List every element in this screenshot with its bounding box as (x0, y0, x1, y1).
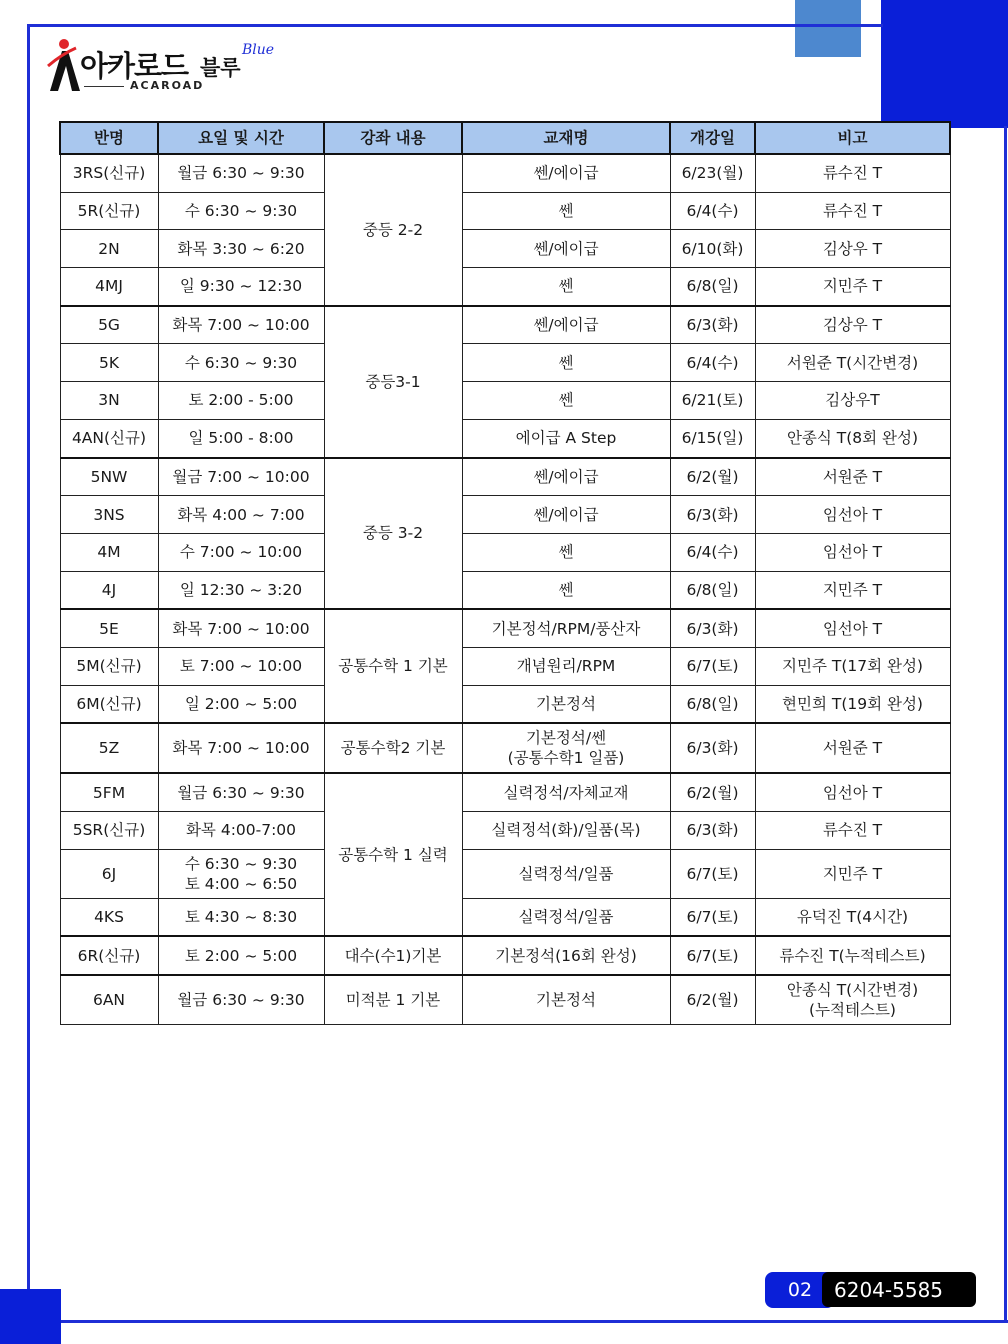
logo-title: 아카로드 (80, 49, 189, 83)
time-cell (158, 382, 324, 420)
course-cell: 공통수학 1 기본 (324, 609, 462, 723)
class-name-cell: 5FM (60, 773, 158, 811)
page-frame-bottom (27, 1320, 1008, 1323)
note-cell (755, 268, 950, 306)
note-cell (755, 306, 950, 344)
class-name-cell: 6AN (60, 975, 158, 1025)
note-cell (755, 571, 950, 609)
start-date-cell: 6/21(토) (670, 382, 755, 420)
time-cell (158, 571, 324, 609)
note-cell-line: 류수진 T (822, 202, 883, 221)
page-number: 02 (765, 1272, 835, 1308)
textbook-cell (462, 344, 670, 382)
header-cell: 비고 (755, 122, 950, 154)
textbook-cell (462, 773, 670, 811)
note-cell (755, 154, 950, 192)
table-row (60, 458, 950, 496)
note-cell-line: 현민희 T(19회 완성) (782, 694, 923, 713)
logo-accent: Blue (242, 42, 275, 58)
note-cell (755, 458, 950, 496)
class-name-cell: 3N (60, 382, 158, 420)
time-cell-line: 화목 7:00 ~ 10:00 (172, 316, 310, 335)
class-name-cell: 6R(신규) (60, 936, 158, 975)
time-cell-line: 화목 4:00-7:00 (185, 821, 297, 840)
time-cell-line: 토 7:00 ~ 10:00 (179, 657, 303, 676)
class-name-cell: 5M(신규) (60, 647, 158, 685)
start-date-cell: 6/7(토) (670, 849, 755, 898)
table-row (60, 685, 950, 723)
table-row (60, 898, 950, 936)
running-figure-icon (42, 36, 82, 94)
table-row (60, 192, 950, 230)
table-row (60, 571, 950, 609)
note-cell-line: 지민주 T (822, 580, 883, 599)
class-name-cell: 4AN(신규) (60, 419, 158, 457)
start-date-cell: 6/15(일) (670, 419, 755, 457)
header-cell: 강좌 내용 (324, 122, 462, 154)
start-date-cell: 6/8(일) (670, 571, 755, 609)
textbook-cell-line: 쎈 (558, 391, 574, 410)
note-cell (755, 936, 950, 975)
class-name-cell: 2N (60, 230, 158, 268)
note-cell-line: 지민주 T (822, 277, 883, 296)
time-cell (158, 533, 324, 571)
textbook-cell (462, 496, 670, 534)
time-cell (158, 898, 324, 936)
textbook-cell (462, 230, 670, 268)
time-cell-line: 일 9:30 ~ 12:30 (179, 277, 303, 296)
time-cell (158, 458, 324, 496)
textbook-cell (462, 571, 670, 609)
table-row (60, 647, 950, 685)
textbook-cell-line: 실력정석/자체교재 (503, 783, 629, 802)
table-row (60, 268, 950, 306)
course-cell: 공통수학2 기본 (324, 723, 462, 773)
page-frame-left (27, 24, 30, 1324)
table-row (60, 344, 950, 382)
time-cell (158, 647, 324, 685)
start-date-cell: 6/4(수) (670, 344, 755, 382)
time-cell-line: 월금 6:30 ~ 9:30 (177, 991, 305, 1010)
textbook-cell (462, 154, 670, 192)
textbook-cell (462, 975, 670, 1025)
table-row (60, 306, 950, 344)
note-cell-line: 임선아 T (822, 619, 883, 638)
page-frame-top (27, 24, 883, 27)
class-name-cell: 5Z (60, 723, 158, 773)
table-row (60, 419, 950, 457)
time-cell (158, 609, 324, 647)
header-cell: 개강일 (670, 122, 755, 154)
note-cell (755, 849, 950, 898)
class-name-cell: 5NW (60, 458, 158, 496)
textbook-cell (462, 849, 670, 898)
time-cell-line: 수 6:30 ~ 9:30 (184, 202, 298, 221)
start-date-cell: 6/8(일) (670, 268, 755, 306)
time-cell-line: 월금 6:30 ~ 9:30 (177, 164, 305, 183)
academy-logo (42, 32, 282, 96)
textbook-cell-line: 쎈 (558, 277, 574, 296)
time-cell (158, 773, 324, 811)
start-date-cell: 6/2(월) (670, 458, 755, 496)
time-cell-line: 월금 7:00 ~ 10:00 (172, 467, 310, 486)
note-cell-line: (누적테스트) (809, 1001, 896, 1020)
note-cell-line: 안종식 T(시간변경) (786, 981, 919, 1000)
note-cell (755, 382, 950, 420)
time-cell-line: 화목 4:00 ~ 7:00 (177, 505, 305, 524)
time-cell-line: 토 4:00 ~ 6:50 (184, 874, 298, 893)
table-row (60, 609, 950, 647)
start-date-cell: 6/7(토) (670, 936, 755, 975)
table-row (60, 849, 950, 898)
class-name-cell: 5K (60, 344, 158, 382)
class-name-cell: 6M(신규) (60, 685, 158, 723)
table-row (60, 533, 950, 571)
note-cell-line: 임선아 T (822, 543, 883, 562)
start-date-cell: 6/4(수) (670, 533, 755, 571)
class-name-cell: 3RS(신규) (60, 154, 158, 192)
note-cell (755, 230, 950, 268)
note-cell (755, 533, 950, 571)
textbook-cell-line: 기본정석/RPM/풍산자 (491, 619, 641, 638)
time-cell (158, 192, 324, 230)
textbook-cell-line: 기본정석/쎈 (525, 729, 607, 748)
time-cell (158, 344, 324, 382)
class-name-cell: 6J (60, 849, 158, 898)
note-cell (755, 975, 950, 1025)
textbook-cell (462, 419, 670, 457)
time-cell (158, 812, 324, 850)
textbook-cell (462, 268, 670, 306)
course-cell: 공통수학 1 실력 (324, 773, 462, 936)
note-cell-line: 서원준 T(시간변경) (786, 353, 919, 372)
header-cell: 반명 (60, 122, 158, 154)
start-date-cell: 6/2(월) (670, 975, 755, 1025)
course-cell: 중등3-1 (324, 306, 462, 458)
time-cell-line: 일 12:30 ~ 3:20 (179, 580, 303, 599)
time-cell-line: 월금 6:30 ~ 9:30 (177, 783, 305, 802)
time-cell (158, 154, 324, 192)
start-date-cell: 6/23(월) (670, 154, 755, 192)
textbook-cell-line: 쎈/에이급 (533, 164, 599, 183)
note-cell-line: 서원준 T (822, 467, 883, 486)
textbook-cell-line: 실력정석/일품 (518, 908, 614, 927)
textbook-cell-line: 쎈 (558, 202, 574, 221)
time-cell (158, 268, 324, 306)
textbook-cell-line: 기본정석 (536, 694, 596, 713)
header-cell: 요일 및 시간 (158, 122, 324, 154)
class-name-cell: 5SR(신규) (60, 812, 158, 850)
textbook-cell-line: (공통수학1 일품) (507, 749, 625, 768)
time-cell-line: 수 6:30 ~ 9:30 (184, 854, 298, 873)
logo-subtitle: 블루 (200, 56, 241, 80)
textbook-cell-line: 기본정석 (536, 991, 596, 1010)
note-cell-line: 안종식 T(8회 완성) (786, 429, 919, 448)
note-cell (755, 419, 950, 457)
textbook-cell-line: 실력정석(화)/일품(목) (491, 821, 641, 840)
note-cell (755, 496, 950, 534)
class-name-cell: 5G (60, 306, 158, 344)
textbook-cell-line: 쎈 (558, 580, 574, 599)
table-row (60, 773, 950, 811)
start-date-cell: 6/3(화) (670, 496, 755, 534)
note-cell (755, 344, 950, 382)
textbook-cell (462, 306, 670, 344)
table-row (60, 936, 950, 975)
textbook-cell (462, 812, 670, 850)
class-name-cell: 5R(신규) (60, 192, 158, 230)
textbook-cell-line: 쎈 (558, 543, 574, 562)
note-cell-line: 지민주 T (822, 864, 883, 883)
time-cell (158, 230, 324, 268)
note-cell (755, 812, 950, 850)
textbook-cell-line: 에이급 A Step (515, 429, 617, 448)
time-cell (158, 496, 324, 534)
note-cell-line: 류수진 T(누적테스트) (779, 946, 926, 965)
start-date-cell: 6/2(월) (670, 773, 755, 811)
start-date-cell: 6/3(화) (670, 723, 755, 773)
textbook-cell (462, 458, 670, 496)
start-date-cell: 6/10(화) (670, 230, 755, 268)
time-cell-line: 화목 7:00 ~ 10:00 (172, 739, 310, 758)
note-cell-line: 지민주 T(17회 완성) (782, 657, 923, 676)
note-cell-line: 김상우 T (822, 239, 883, 258)
class-name-cell: 5E (60, 609, 158, 647)
note-cell-line: 임선아 T (822, 783, 883, 802)
start-date-cell: 6/4(수) (670, 192, 755, 230)
note-cell (755, 647, 950, 685)
table-row (60, 975, 950, 1025)
course-cell: 중등 3-2 (324, 458, 462, 610)
time-cell-line: 토 2:00 - 5:00 (188, 391, 294, 410)
start-date-cell: 6/7(토) (670, 647, 755, 685)
header-cell: 교재명 (462, 122, 670, 154)
note-cell-line: 유덕진 T(4시간) (796, 908, 909, 927)
page-frame-right (1004, 126, 1007, 1322)
course-cell: 미적분 1 기본 (324, 975, 462, 1025)
start-date-cell: 6/8(일) (670, 685, 755, 723)
note-cell (755, 773, 950, 811)
time-cell (158, 419, 324, 457)
note-cell (755, 898, 950, 936)
table-row (60, 812, 950, 850)
course-cell: 대수(수1)기본 (324, 936, 462, 975)
decorative-block-light (795, 0, 861, 57)
note-cell (755, 723, 950, 773)
time-cell (158, 306, 324, 344)
time-cell-line: 토 2:00 ~ 5:00 (184, 946, 298, 965)
note-cell (755, 609, 950, 647)
class-name-cell: 3NS (60, 496, 158, 534)
decorative-block-dark (881, 0, 1008, 128)
textbook-cell-line: 쎈/에이급 (533, 316, 599, 335)
time-cell-line: 일 5:00 - 8:00 (188, 429, 294, 448)
class-name-cell: 4J (60, 571, 158, 609)
textbook-cell-line: 개념원리/RPM (516, 657, 616, 676)
table-body (60, 154, 950, 1025)
textbook-cell-line: 쎈/에이급 (533, 239, 599, 258)
logo-underline (84, 86, 124, 87)
note-cell-line: 류수진 T (822, 164, 883, 183)
table-row (60, 723, 950, 773)
class-name-cell: 4M (60, 533, 158, 571)
time-cell (158, 975, 324, 1025)
time-cell-line: 수 6:30 ~ 9:30 (184, 353, 298, 372)
textbook-cell (462, 382, 670, 420)
textbook-cell (462, 685, 670, 723)
start-date-cell: 6/3(화) (670, 609, 755, 647)
table-header-row (60, 122, 950, 154)
note-cell-line: 서원준 T (822, 739, 883, 758)
textbook-cell (462, 533, 670, 571)
course-cell: 중등 2-2 (324, 154, 462, 306)
note-cell-line: 류수진 T (822, 821, 883, 840)
textbook-cell-line: 기본정석(16회 완성) (495, 946, 637, 965)
table-row (60, 382, 950, 420)
textbook-cell-line: 실력정석/일품 (518, 864, 614, 883)
table-row (60, 230, 950, 268)
class-name-cell: 4KS (60, 898, 158, 936)
textbook-cell-line: 쎈 (558, 353, 574, 372)
time-cell-line: 수 7:00 ~ 10:00 (179, 543, 303, 562)
decorative-corner-block (0, 1289, 61, 1344)
start-date-cell: 6/3(화) (670, 812, 755, 850)
table-row (60, 496, 950, 534)
textbook-cell (462, 609, 670, 647)
time-cell (158, 723, 324, 773)
time-cell-line: 화목 3:30 ~ 6:20 (177, 239, 305, 258)
time-cell-line: 토 4:30 ~ 8:30 (184, 908, 298, 927)
class-name-cell: 4MJ (60, 268, 158, 306)
logo-english: ACAROAD (130, 79, 205, 92)
textbook-cell (462, 647, 670, 685)
time-cell-line: 일 2:00 ~ 5:00 (184, 694, 298, 713)
phone-number: 6204-5585 (822, 1272, 976, 1307)
start-date-cell: 6/7(토) (670, 898, 755, 936)
textbook-cell-line: 쎈/에이급 (533, 505, 599, 524)
start-date-cell: 6/3(화) (670, 306, 755, 344)
textbook-cell (462, 936, 670, 975)
textbook-cell (462, 192, 670, 230)
time-cell (158, 849, 324, 898)
note-cell-line: 김상우T (825, 391, 880, 410)
textbook-cell (462, 723, 670, 773)
note-cell-line: 임선아 T (822, 505, 883, 524)
textbook-cell-line: 쎈/에이급 (533, 467, 599, 486)
note-cell (755, 685, 950, 723)
table-row (60, 154, 950, 192)
note-cell (755, 192, 950, 230)
time-cell (158, 685, 324, 723)
time-cell-line: 화목 7:00 ~ 10:00 (172, 619, 310, 638)
textbook-cell (462, 898, 670, 936)
time-cell (158, 936, 324, 975)
note-cell-line: 김상우 T (822, 316, 883, 335)
class-schedule-table (59, 121, 951, 1025)
